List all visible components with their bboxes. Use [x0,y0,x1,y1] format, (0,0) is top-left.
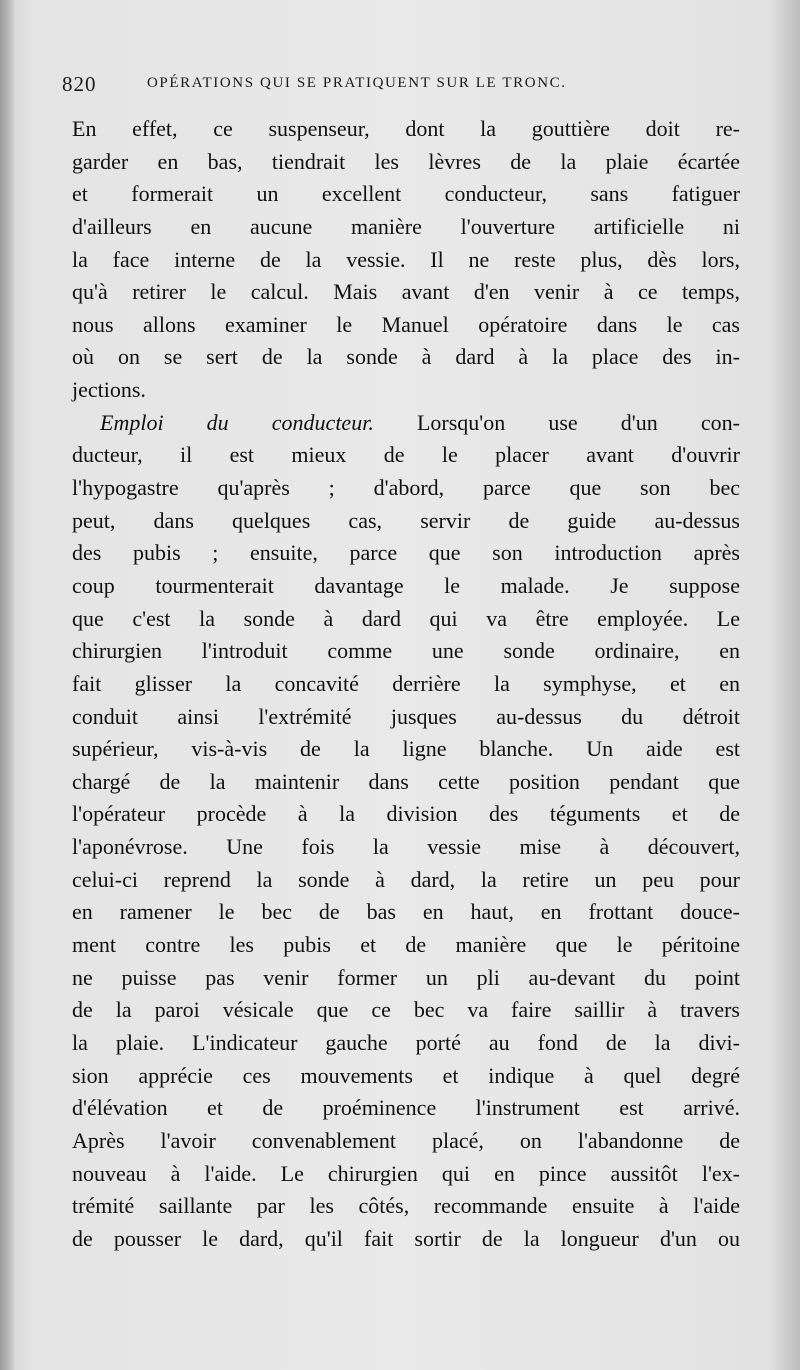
text-line: l'hypogastre qu'après ; d'abord, parce que son bec [72,475,740,501]
text-line: conduit ainsi l'extrémité jusques au-dessus du détroit [72,703,740,729]
text-line: et formerait un excellent conducteur, sans fatiguer [72,181,740,207]
text-line: jections. [72,377,146,403]
text-line: chirurgien l'introduit comme une sonde ordinaire, en [72,638,740,664]
text-line: en ramener le bec de bas en haut, en frottant douce- [72,899,740,925]
page-number: 820 [62,72,97,96]
text-line: qu'à retirer le calcul. Mais avant d'en venir à ce temps, [72,279,740,305]
text-line: trémité saillante par les côtés, recommande ensuite à l'aide [72,1193,740,1219]
text-line: la plaie. L'indicateur gauche porté au fond de la divi- [72,1029,740,1055]
text-line: fait glisser la concavité derrière la symphyse, et en [72,670,740,696]
text-line: supérieur, vis-à-vis de la ligne blanche. Un aide est [72,736,740,762]
text-line: ducteur, il est mieux de le placer avant d'ouvrir [72,442,740,468]
section-heading-rest: Lorsqu'on use d'un con- [373,409,740,435]
text-line: ment contre les pubis et de manière que le péritoine [72,932,740,958]
text-line: d'ailleurs en aucune manière l'ouverture artificielle ni [72,213,740,239]
section-heading-line [72,407,740,440]
page-binding-edge [0,0,14,1370]
text-line: où on se sert de la sonde à dard à la place des in- [72,344,740,370]
text-line: nouveau à l'aide. Le chirurgien qui en pince aussitôt l'ex- [72,1160,740,1186]
text-line: de la paroi vésicale que ce bec va faire saillir à travers [72,997,740,1023]
text-line: celui-ci reprend la sonde à dard, la retire un peu pour [72,866,740,892]
text-line: l'opérateur procède à la division des téguments et de [72,801,740,827]
text-line: l'aponévrose. Une fois la vessie mise à découvert, [72,834,740,860]
text-line: d'élévation et de proéminence l'instrument est arrivé. [72,1095,740,1121]
text-line: des pubis ; ensuite, parce que son introduction après [72,540,740,566]
text-line: garder en bas, tiendrait les lèvres de la plaie écartée [72,148,740,174]
text-line: que c'est la sonde à dard qui va être employée. Le [72,605,740,631]
text-line: Après l'avoir convenablement placé, on l'abandonne de [72,1127,740,1153]
text-line: sion apprécie ces mouvements et indique à quel degré [72,1062,740,1088]
text-line: de pousser le dard, qu'il fait sortir de la longueur d'un ou [72,1225,740,1251]
text-line: En effet, ce suspenseur, dont la gouttière doit re- [72,116,740,141]
text-line: coup tourmenterait davantage le malade. Je suppose [72,572,740,598]
text-line: chargé de la maintenir dans cette position pendant que [72,768,740,794]
text-line: ne puisse pas venir former un pli au-devant du point [72,964,740,990]
running-head [62,72,722,102]
section-heading-italic: Emploi du conducteur. [100,409,374,435]
running-title: OPÉRATIONS QUI SE PRATIQUENT SUR LE TRONC. [147,75,567,91]
body-text [72,113,740,1255]
text-line: nous allons examiner le Manuel opératoire dans le cas [72,311,740,337]
text-line: peut, dans quelques cas, servir de guide au-dessus [72,507,740,533]
text-line: la face interne de la vessie. Il ne reste plus, dès lors, [72,246,740,272]
